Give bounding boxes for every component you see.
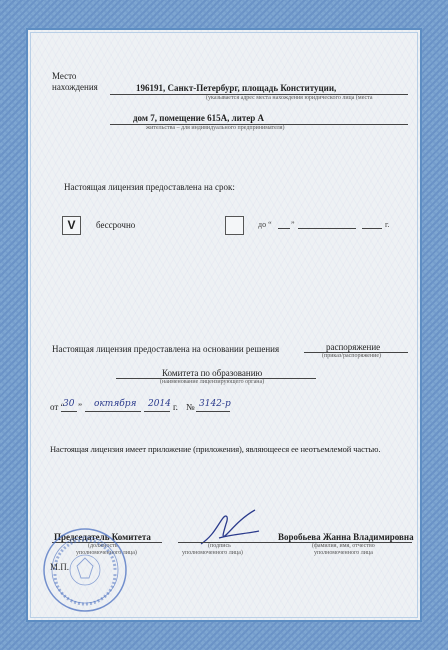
address-caption-1: (указывается адрес места нахождения юридического лица (места xyxy=(206,95,373,101)
indefinite-label: бессрочно xyxy=(96,220,136,230)
address-line-2: дом 7, помещение 615А, литер А xyxy=(133,113,265,123)
authority-name: Комитета по образованию xyxy=(162,368,263,378)
date-month: октября xyxy=(94,399,137,409)
decision-number-line xyxy=(196,411,230,412)
basis-text: Настоящая лицензия предоставлена на основании решения xyxy=(52,344,280,354)
signature-caption-2: уполномоченного лица) xyxy=(182,550,243,556)
name-caption-1: (фамилия, имя, отчество xyxy=(312,543,375,549)
authority-caption: (наименование лицензирующего органа) xyxy=(160,379,265,385)
position-caption-1: (должность xyxy=(88,543,118,549)
indefinite-checkbox: V xyxy=(62,216,81,235)
number-prefix: № xyxy=(186,402,195,412)
until-day-line xyxy=(278,228,290,229)
until-month-line xyxy=(298,228,356,229)
signature-caption-1: (подпись xyxy=(208,543,231,549)
name-caption-2: уполномоченного лица xyxy=(314,550,373,556)
document-frame xyxy=(26,28,422,622)
until-prefix: до “ xyxy=(258,220,272,229)
date-year-line xyxy=(144,411,170,412)
date-year: 2014 xyxy=(148,399,171,409)
date-year-suffix: г. xyxy=(173,402,178,412)
date-day-line xyxy=(61,411,77,412)
signatory-position: Председатель Комитета xyxy=(54,532,151,542)
seal-label: М.П. xyxy=(50,562,70,572)
address-line-1: 196191, Санкт-Петербург, площадь Конституции, xyxy=(136,83,337,93)
decision-caption: (приказ/распоряжение) xyxy=(322,353,382,359)
decision-type: распоряжение xyxy=(326,342,381,352)
until-checkbox xyxy=(225,216,244,235)
date-quote: ” xyxy=(78,402,82,412)
address-caption-2: жительства – для индивидуального предпринимателя) xyxy=(146,125,285,131)
decision-number: 3142-р xyxy=(199,399,231,409)
date-month-line xyxy=(85,411,141,412)
until-quote: ” xyxy=(291,220,295,229)
term-text: Настоящая лицензия предоставлена на срок: xyxy=(64,182,235,192)
until-year-line xyxy=(362,228,382,229)
position-caption-2: уполномоченного лица) xyxy=(76,550,137,556)
appendix-text: Настоящая лицензия имеет приложение (приложения), являющееся ее неотъемлемой частью. xyxy=(50,444,381,454)
date-day: 30 xyxy=(63,399,75,409)
location-label-1: Место xyxy=(52,71,77,81)
location-label-2: нахождения xyxy=(52,82,98,92)
until-year-suffix: г. xyxy=(385,220,390,229)
signatory-name: Воробьева Жанна Владимировна xyxy=(278,532,414,542)
date-prefix: от “ xyxy=(50,402,65,412)
